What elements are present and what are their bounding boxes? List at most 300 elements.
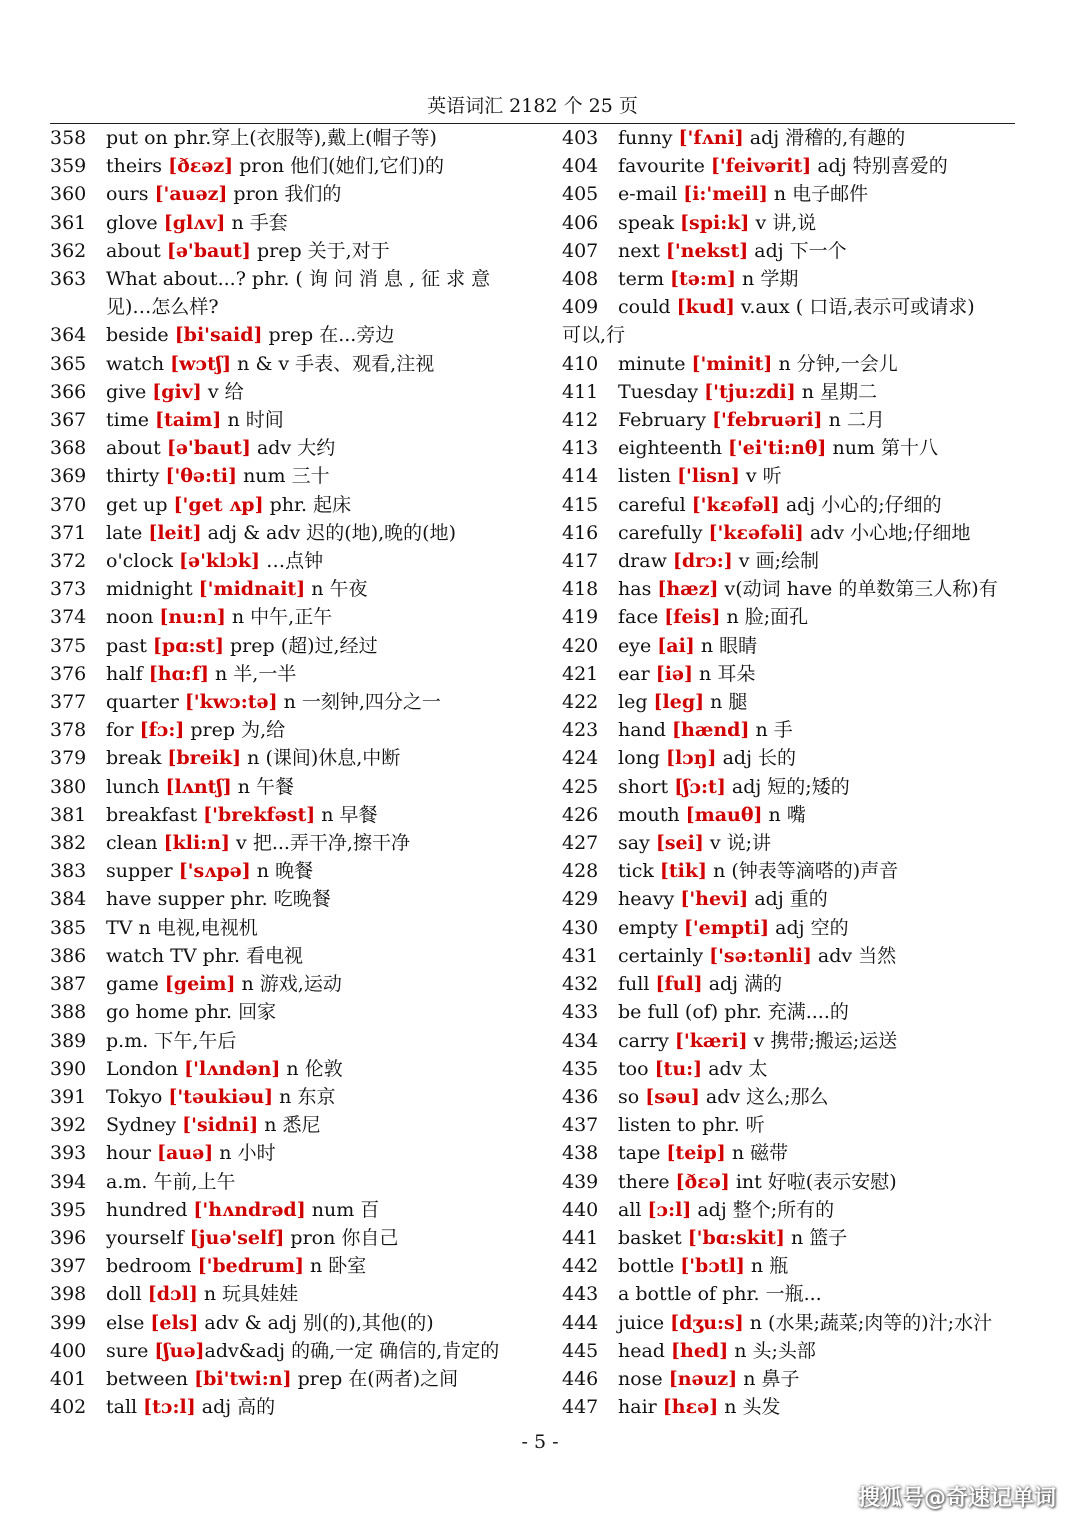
entry-number: 394 — [50, 1170, 87, 1193]
entry-phonetic: [fɔ:] — [139, 719, 185, 742]
entry-number: 363 — [50, 268, 87, 291]
entry-number: 391 — [50, 1085, 87, 1108]
entry-definition: phr. ( 询 问 消 息 , 征 求 意 — [251, 268, 491, 291]
entry-definition: v 把...弄干净,擦干净 — [230, 832, 410, 855]
vocab-entry — [562, 378, 1032, 406]
entry-phonetic: [ə'baut] — [166, 437, 251, 460]
entry-definition: n 二月 — [822, 409, 885, 432]
entry-text — [618, 914, 1032, 942]
entry-definition: adv 小心地;仔细地 — [803, 521, 971, 544]
entry-definition: adj 高的 — [195, 1396, 276, 1419]
entry-phonetic: ['lisn] — [677, 465, 740, 488]
entry-definition: v 画;绘制 — [732, 550, 819, 573]
entry-number: 406 — [562, 211, 599, 234]
entry-word: say — [618, 832, 656, 855]
entry-text — [618, 970, 1032, 998]
entry-text — [618, 1252, 1032, 1280]
entry-continuation: 可以,行 — [562, 324, 626, 347]
entry-phonetic: [spi:k] — [680, 211, 750, 234]
vocab-entry — [562, 491, 1032, 519]
entry-definition: n 游戏,运动 — [235, 973, 342, 996]
vocab-entry — [50, 575, 530, 603]
entry-definition: v 给 — [201, 380, 244, 403]
entry-word: breakfast — [106, 803, 204, 826]
vocab-entry — [50, 970, 530, 998]
entry-number: 362 — [50, 239, 87, 262]
entry-number: 429 — [562, 888, 599, 911]
entry-word: about — [106, 239, 167, 262]
entry-number: 419 — [562, 606, 599, 629]
entry-definition: …点钟 — [260, 550, 324, 573]
entry-definition: phr. 听 — [702, 1114, 765, 1137]
entry-phonetic: ['februəri] — [712, 409, 823, 432]
entry-text — [618, 547, 1032, 575]
entry-phonetic: ['midnait] — [198, 578, 306, 601]
entry-text — [106, 716, 530, 744]
entry-text — [106, 998, 530, 1026]
entry-text — [618, 406, 1032, 434]
entry-word: listen to — [618, 1114, 703, 1137]
entry-definition: n 伦敦 — [280, 1057, 343, 1080]
entry-definition: v(动词 have 的单数第三人称)有 — [718, 578, 998, 601]
entry-word: favourite — [618, 155, 711, 178]
entry-continuation: 见)…怎么样? — [106, 296, 219, 319]
entry-word: ear — [618, 662, 656, 685]
vocab-entry — [50, 1393, 530, 1421]
entry-number: 402 — [50, 1396, 87, 1419]
entry-phonetic: [lʌntʃ] — [165, 775, 232, 798]
entry-text — [618, 801, 1032, 829]
vocab-entry — [50, 1168, 530, 1196]
entry-number: 388 — [50, 1001, 87, 1024]
entry-number: 409 — [562, 296, 599, 319]
entry-phonetic: [iə] — [655, 662, 693, 685]
entry-text — [106, 180, 530, 208]
entry-word: thirty — [106, 465, 166, 488]
entry-definition: n 分钟,一会儿 — [772, 352, 898, 375]
watermark: 搜狐号@奇速记单词 — [857, 1486, 1056, 1511]
entry-word: listen — [618, 465, 678, 488]
entry-text — [106, 660, 530, 688]
entry-text — [106, 603, 530, 631]
entry-text — [618, 998, 1032, 1026]
entry-definition: v 讲,说 — [749, 211, 817, 234]
vocab-entry — [50, 1055, 530, 1083]
entry-number: 437 — [562, 1114, 599, 1137]
entry-phonetic: ['fʌni] — [678, 127, 744, 149]
entry-definition: prep 关于,对于 — [250, 239, 390, 262]
entry-text — [106, 942, 530, 970]
entry-number: 377 — [50, 691, 87, 714]
entry-word: London — [106, 1057, 185, 1080]
entry-text — [618, 1168, 1032, 1196]
entry-definition: n 悉尼 — [258, 1114, 321, 1137]
entry-text — [618, 237, 1032, 265]
entry-number: 397 — [50, 1255, 87, 1278]
entry-number: 359 — [50, 155, 87, 178]
entry-phonetic: [tɔ:l] — [143, 1396, 196, 1419]
entry-phonetic: [i:'meil] — [683, 183, 768, 206]
vocab-entry — [562, 152, 1032, 180]
entry-word: Tokyo — [106, 1085, 169, 1108]
entry-text — [618, 942, 1032, 970]
vocab-entry — [50, 152, 530, 180]
entry-number: 434 — [562, 1029, 599, 1052]
entry-word: mouth — [618, 803, 686, 826]
vocab-entry — [50, 885, 530, 913]
entry-number: 365 — [50, 352, 87, 375]
entry-number: 435 — [562, 1057, 599, 1080]
entry-phonetic: [nəuz] — [668, 1367, 738, 1390]
entry-word: else — [106, 1311, 151, 1334]
entry-definition: phr.穿上(衣服等),戴上(帽子等) — [173, 127, 437, 149]
entry-number: 386 — [50, 944, 87, 967]
entry-number: 396 — [50, 1226, 87, 1249]
entry-phonetic: ['nekst] — [665, 239, 749, 262]
entry-definition: n 腿 — [704, 691, 748, 714]
entry-number: 430 — [562, 916, 599, 939]
vocab-entry — [562, 829, 1032, 857]
vocab-entry — [50, 1337, 530, 1365]
entry-word: basket — [618, 1226, 688, 1249]
entry-definition: phr. 看电视 — [202, 944, 304, 967]
vocab-entry — [50, 1309, 530, 1337]
entry-word: get up — [106, 493, 174, 516]
vocab-entry — [562, 1083, 1032, 1111]
entry-definition: adj 短的;矮的 — [725, 775, 850, 798]
entry-word: a.m. — [106, 1170, 154, 1193]
vocab-entry — [562, 406, 1032, 434]
entry-phonetic: [nu:n] — [159, 606, 226, 629]
entry-number: 424 — [562, 747, 599, 770]
entry-number: 408 — [562, 268, 599, 291]
entry-phonetic: ['minit] — [691, 352, 773, 375]
entry-definition: num 百 — [305, 1198, 380, 1221]
entry-number: 431 — [562, 944, 599, 967]
entry-phonetic: [giv] — [152, 380, 202, 403]
vocab-entry — [50, 209, 530, 237]
entry-definition: adj 重的 — [748, 888, 828, 911]
entry-phonetic: [tə:m] — [670, 268, 736, 291]
entry-phonetic: [wɔtʃ] — [170, 352, 232, 375]
entry-word: time — [106, 409, 156, 432]
vocab-entry — [50, 434, 530, 462]
entry-text — [618, 265, 1032, 293]
entry-text — [618, 1111, 1032, 1139]
vocab-entry — [562, 1139, 1032, 1167]
entry-word: p.m. — [106, 1029, 155, 1052]
entry-phonetic: ['bedrum] — [197, 1255, 304, 1278]
entry-number: 384 — [50, 888, 87, 911]
entry-phonetic: ['kεəfəl] — [691, 493, 780, 516]
entry-definition: 午前,上午 — [153, 1170, 236, 1193]
entry-word: ours — [106, 183, 155, 206]
entry-word: be full (of) — [618, 1001, 725, 1024]
entry-text — [618, 1337, 1032, 1365]
entry-word: hour — [106, 1142, 158, 1165]
entry-number: 420 — [562, 634, 599, 657]
entry-definition: n & v 手表、观看,注视 — [231, 352, 435, 375]
entry-definition: n 学期 — [736, 268, 799, 291]
vocab-entry — [50, 603, 530, 631]
vocab-entry — [562, 603, 1032, 631]
entry-text — [618, 1280, 1032, 1308]
entry-phonetic: [lɔŋ] — [665, 747, 717, 770]
entry-word: yourself — [106, 1226, 190, 1249]
entry-text — [106, 575, 530, 603]
vocab-entry — [562, 575, 1032, 603]
vocab-entry — [562, 942, 1032, 970]
entry-word: long — [618, 747, 666, 770]
entry-number: 404 — [562, 155, 599, 178]
entry-definition: n 半,一半 — [208, 662, 297, 685]
vocab-entry — [562, 1337, 1032, 1365]
entry-word: watch — [106, 352, 171, 375]
entry-definition: n 时间 — [221, 409, 284, 432]
entry-number: 367 — [50, 409, 87, 432]
vocab-entry — [50, 1083, 530, 1111]
entry-text — [618, 350, 1032, 378]
entry-definition: adj 长的 — [716, 747, 797, 770]
entry-definition: n 电子邮件 — [767, 183, 869, 206]
entry-phonetic: ['feivərit] — [710, 155, 812, 178]
vocab-entry — [50, 632, 530, 660]
entry-word: heavy — [618, 888, 681, 911]
entry-text — [106, 434, 530, 462]
entry-phonetic: ['ei'ti:nθ] — [728, 437, 827, 460]
entry-definition: n 耳朵 — [693, 662, 756, 685]
vocab-entry — [50, 1111, 530, 1139]
entry-word: short — [618, 775, 675, 798]
entry-phonetic: [ðεə] — [675, 1170, 730, 1193]
entry-phonetic: ['sʌpə] — [178, 860, 251, 883]
entry-text — [618, 603, 1032, 631]
entry-number: 375 — [50, 634, 87, 657]
entry-word: head — [618, 1339, 672, 1362]
entry-definition: n 晚餐 — [250, 860, 314, 883]
entry-phonetic: [bi'said] — [174, 324, 263, 347]
entry-word: e-mail — [618, 183, 684, 206]
vocab-entry — [50, 265, 530, 293]
entry-number: 374 — [50, 606, 87, 629]
entry-number: 366 — [50, 380, 87, 403]
entry-word: all — [618, 1198, 648, 1221]
entry-number: 360 — [50, 183, 87, 206]
entry-word: game — [106, 973, 165, 996]
entry-text — [106, 406, 530, 434]
entry-definition: 下午,午后 — [154, 1029, 237, 1052]
entry-word: face — [618, 606, 665, 629]
entry-number: 358 — [50, 127, 87, 149]
entry-number: 378 — [50, 719, 87, 742]
entry-word: speak — [618, 211, 681, 234]
entry-phonetic: [juə'self] — [189, 1226, 285, 1249]
vocab-entry — [562, 1196, 1032, 1224]
entry-text — [106, 885, 530, 913]
entry-text — [618, 688, 1032, 716]
entry-phonetic: [els] — [150, 1311, 199, 1334]
entry-phonetic: [mauθ] — [685, 803, 763, 826]
entry-phonetic: [leit] — [148, 521, 202, 544]
entry-word: quarter — [106, 691, 185, 714]
vocab-entry — [50, 1139, 530, 1167]
entry-number: 426 — [562, 803, 599, 826]
entry-number: 389 — [50, 1029, 87, 1052]
entry-word: noon — [106, 606, 160, 629]
entry-text — [106, 829, 530, 857]
entry-text — [618, 462, 1032, 490]
vocab-entry — [50, 378, 530, 406]
entry-number: 368 — [50, 437, 87, 460]
entry-definition: pron 他们(她们,它们)的 — [233, 155, 445, 178]
entry-word: bedroom — [106, 1255, 198, 1278]
entry-text — [106, 209, 530, 237]
vocab-entry — [562, 970, 1032, 998]
entry-text — [106, 1309, 530, 1337]
entry-word: clean — [106, 832, 164, 855]
entry-word: about — [106, 437, 167, 460]
entry-word: draw — [618, 550, 673, 573]
entry-phonetic: [taim] — [155, 409, 222, 432]
entry-definition: v 听 — [739, 465, 782, 488]
entry-phonetic: [bi'twi:n] — [194, 1367, 292, 1390]
entry-text — [106, 744, 530, 772]
entry-word: leg — [618, 691, 654, 714]
right-column — [562, 124, 1032, 1421]
entry-number: 370 — [50, 493, 87, 516]
entry-phonetic: ['sidni] — [182, 1114, 259, 1137]
entry-phonetic: [dʒu:s] — [670, 1311, 744, 1334]
entry-text — [618, 209, 1032, 237]
left-column — [50, 124, 530, 1421]
entry-word: hand — [618, 719, 673, 742]
entry-word: hundred — [106, 1198, 194, 1221]
vocab-entry — [562, 688, 1032, 716]
vocab-entry — [562, 547, 1032, 575]
vocab-entry — [50, 660, 530, 688]
entry-definition: n 鼻子 — [737, 1367, 800, 1390]
entry-number: 364 — [50, 324, 87, 347]
entry-phonetic: ['bɑ:skit] — [687, 1226, 785, 1249]
entry-word: past — [106, 634, 153, 657]
vocab-entry — [50, 773, 530, 801]
entry-word: full — [618, 973, 656, 996]
entry-phonetic: ['auəz] — [154, 183, 228, 206]
vocab-entry — [50, 1280, 530, 1308]
entry-text — [618, 857, 1032, 885]
entry-number: 438 — [562, 1142, 599, 1165]
vocab-entry — [50, 1365, 530, 1393]
entry-text — [618, 152, 1032, 180]
entry-text — [618, 519, 1032, 547]
entry-word: hair — [618, 1396, 663, 1419]
entry-number: 371 — [50, 521, 87, 544]
entry-number: 428 — [562, 860, 599, 883]
page-number: - 5 - — [521, 1431, 559, 1453]
entry-number: 421 — [562, 662, 599, 685]
entry-number: 383 — [50, 860, 87, 883]
vocab-entry — [50, 942, 530, 970]
entry-number: 382 — [50, 832, 87, 855]
entry-definition: adj 空的 — [769, 916, 849, 939]
entry-definition: adj 下一个 — [748, 239, 847, 262]
entry-number: 433 — [562, 1001, 599, 1024]
entry-text — [106, 1111, 530, 1139]
entry-number: 381 — [50, 803, 87, 826]
entry-word: nose — [618, 1367, 669, 1390]
entry-number: 395 — [50, 1198, 87, 1221]
entry-number: 385 — [50, 916, 87, 939]
entry-number: 410 — [562, 352, 599, 375]
entry-text — [618, 1365, 1032, 1393]
entry-phonetic: [dɔl] — [147, 1283, 198, 1306]
entry-text — [106, 801, 530, 829]
entry-text — [106, 152, 530, 180]
entry-number: 369 — [50, 465, 87, 488]
vocab-entry — [562, 1027, 1032, 1055]
entry-text — [618, 632, 1032, 660]
vocab-entry — [562, 1365, 1032, 1393]
vocab-entry — [50, 744, 530, 772]
entry-text — [618, 378, 1032, 406]
entry-number: 440 — [562, 1198, 599, 1221]
entry-definition: num 第十八 — [826, 437, 938, 460]
entry-definition: adv 这么;那么 — [699, 1085, 829, 1108]
vocab-entry — [562, 1055, 1032, 1083]
entry-phonetic: [sei] — [655, 832, 704, 855]
vocab-entry — [562, 293, 1032, 321]
vocab-entry — [562, 124, 1032, 152]
entry-word: Sydney — [106, 1114, 183, 1137]
entry-word: TV — [106, 916, 139, 939]
entry-definition: prep 为,给 — [184, 719, 286, 742]
entry-word: minute — [618, 352, 692, 375]
vocab-entry — [562, 180, 1032, 208]
entry-text — [618, 180, 1032, 208]
entry-word: a bottle of — [618, 1283, 723, 1306]
entry-phonetic: ['θə:ti] — [165, 465, 238, 488]
entry-word: watch TV — [106, 944, 203, 967]
entry-number: 373 — [50, 578, 87, 601]
vocab-entry — [562, 1393, 1032, 1421]
entry-text — [618, 1196, 1032, 1224]
vocab-entry — [562, 1280, 1032, 1308]
entry-number: 401 — [50, 1367, 87, 1390]
entry-phonetic: [teip] — [666, 1142, 726, 1165]
entry-word: next — [618, 239, 666, 262]
entry-text — [106, 970, 530, 998]
entry-number: 447 — [562, 1396, 599, 1419]
entry-number: 361 — [50, 211, 87, 234]
entry-word: theirs — [106, 155, 169, 178]
vocab-entry — [562, 265, 1032, 293]
vocab-entry — [562, 885, 1032, 913]
entry-phonetic: [ful] — [655, 973, 703, 996]
entry-word: eighteenth — [618, 437, 728, 460]
entry-definition: n 头;头部 — [728, 1339, 816, 1362]
entry-number: 442 — [562, 1255, 599, 1278]
entry-text — [618, 716, 1032, 744]
entry-phonetic: [ɔ:l] — [647, 1198, 692, 1221]
entry-phonetic: [ʃɔ:t] — [674, 775, 726, 798]
entry-definition: n 嘴 — [762, 803, 806, 826]
entry-definition: n 早餐 — [315, 803, 378, 826]
entry-word: put on — [106, 127, 174, 149]
entry-word: sure — [106, 1339, 155, 1362]
vocab-entry — [50, 801, 530, 829]
entry-word: careful — [618, 493, 692, 516]
entry-number: 380 — [50, 775, 87, 798]
